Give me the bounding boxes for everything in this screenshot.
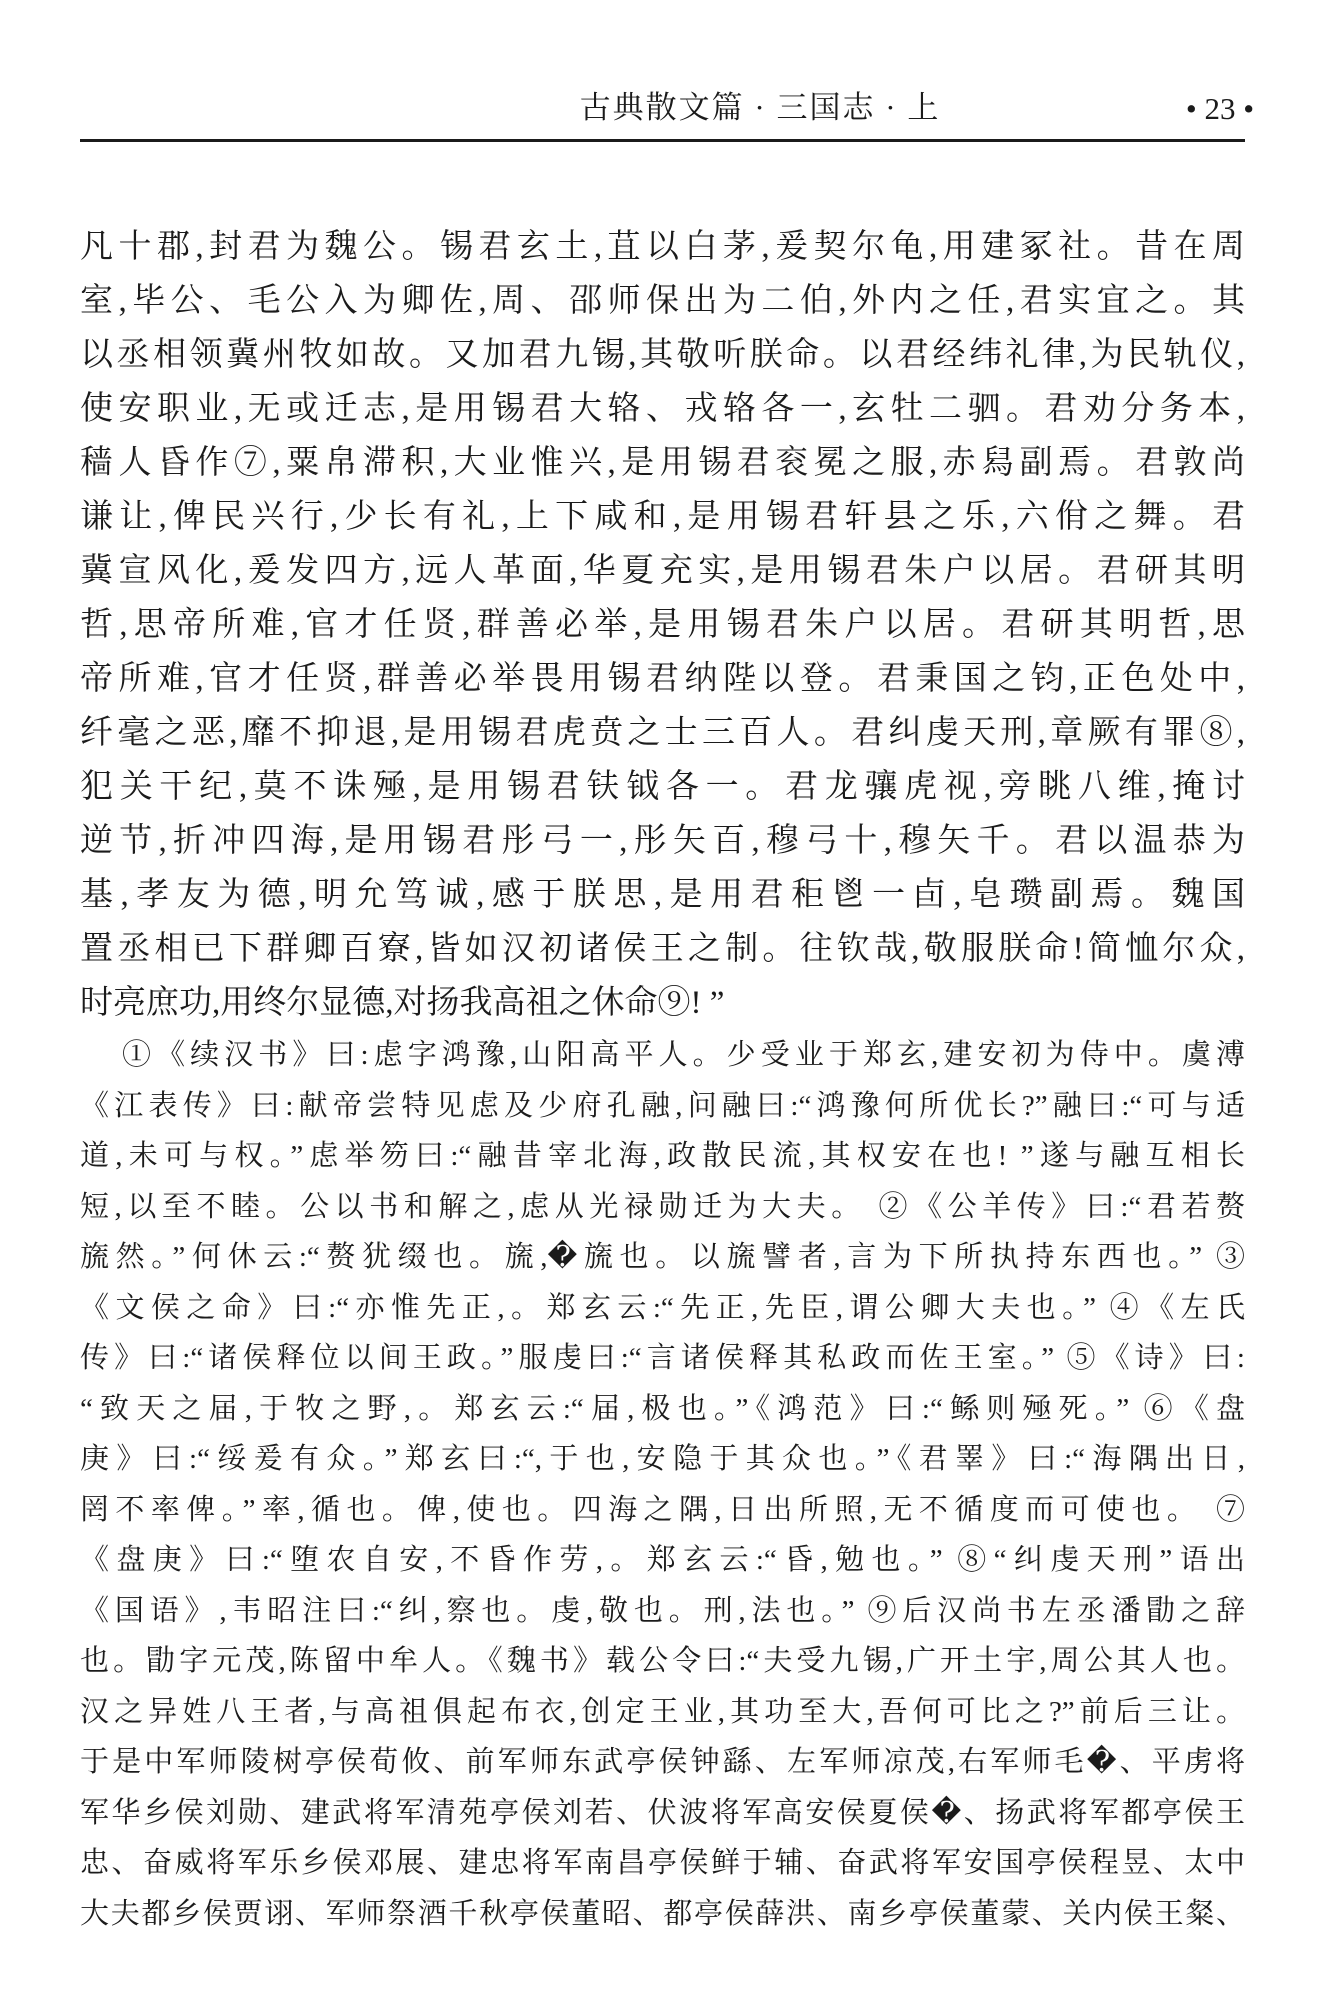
text-line: ①《续汉书》曰:虑字鸿豫,山阳高平人。少受业于郑玄,建安初为侍中。虞溥 [122,1039,1245,1071]
text-line: 《盘庚》曰:“堕农自安,不昏作劳,。郑玄云:“昏,勉也。” ⑧“纠虔天刑”语出 [80,1544,1245,1576]
main-text-block [80,220,1245,1030]
text-line: 穑人昏作⑦,粟帛滞积,大业惟兴,是用锡君衮冕之服,赤舄副焉。君敦尚 [80,445,1245,481]
page-header [80,0,1255,142]
text-line: 汉之异姓八王者,与高祖俱起布衣,创定王业,其功至大,吾何可比之?”前后三让。 [80,1695,1245,1728]
text-line: 冀宣风化,爰发四方,远人革面,华夏充实,是用锡君朱户以居。君研其明 [80,553,1245,589]
text-line: 帝所难,官才任贤,群善必举畏用锡君纳陛以登。君秉国之钧,正色处中, [80,661,1245,697]
text-line: 纤毫之恶,靡不抑退,是用锡君虎贲之士三百人。君纠虔天刑,章厥有罪⑧, [80,715,1245,751]
text-line: 道,未可与权。”虑举笏曰:“融昔宰北海,政散民流,其权安在也! ”遂与融互相长 [80,1140,1245,1172]
text-line: 大夫都乡侯贾诩、军师祭酒千秋亭侯董昭、都亭侯薛洪、南乡亭侯董蒙、关内侯王粲、 [80,1897,1245,1930]
annotation-block [80,1030,1245,1939]
text-line: 基,孝友为德,明允笃诚,感于朕思,是用君秬鬯一卣,皂瓒副焉。魏国 [80,877,1245,913]
text-line: 庚》曰:“绥爰有众。”郑玄曰:“,于也,安隐于其众也。”《君睪》曰:“海隅出日, [80,1443,1245,1475]
text-line: 旒然。”何休云:“赘犹缀也。旒,�旒也。以旒譬者,言为下所执持东西也。” ③ [80,1241,1245,1273]
text-line: 时亮庶功,用终尔显德,对扬我高祖之休命⑨! ” [80,985,725,1021]
text-line: 以丞相领冀州牧如故。又加君九锡,其敬听朕命。以君经纬礼律,为民轨仪, [80,337,1245,373]
text-line: 凡十郡,封君为魏公。锡君玄土,苴以白茅,爰契尔龟,用建冢社。昔在周 [80,229,1245,265]
text-line: 短,以至不睦。公以书和解之,虑从光禄勋迁为大夫。 ②《公羊传》曰:“君若赘 [80,1190,1245,1223]
text-line: 《文侯之命》曰:“亦惟先正,。郑玄云:“先正,先臣,谓公卿大夫也。” ④《左氏 [80,1291,1245,1324]
text-line: 逆节,折冲四海,是用锡君彤弓一,彤矢百,穆弓十,穆矢千。君以温恭为 [80,823,1245,859]
text-line: 置丞相已下群卿百寮,皆如汉初诸侯王之制。往钦哉,敬服朕命!简恤尔众, [80,931,1245,967]
page-number: • 23 • [1185,91,1255,126]
text-line: “致天之届,于牧之野,。郑玄云:“届,极也。”《鸿范》曰:“鲧则殛死。” ⑥《盘 [80,1392,1245,1425]
text-line: 传》曰:“诸侯释位以间王政。”服虔曰:“言诸侯释其私政而佐王室。” ⑤《诗》曰: [80,1342,1245,1374]
text-line: 犯关干纪,莫不诛殛,是用锡君𫓧钺各一。君龙骧虎视,旁眺八维,掩讨 [80,769,1245,805]
text-line: 忠、奋威将军乐乡侯邓展、建忠将军南昌亭侯鲜于辅、奋武将军安国亭侯程昱、太中 [80,1847,1245,1879]
text-line: 室,毕公、毛公入为卿佐,周、邵师保出为二伯,外内之任,君实宜之。其 [80,283,1245,319]
text-line: 于是中军师陵树亭侯荀攸、前军师东武亭侯钟繇、左军师凉茂,右军师毛�、平虏将 [80,1746,1245,1778]
text-line: 《江表传》曰:献帝尝特见虑及少府孔融,问融曰:“鸿豫何所优长?”融曰:“可与适 [80,1089,1245,1122]
text-line: 使安职业,无或迁志,是用锡君大辂、戎辂各一,玄牡二驷。君劝分务本, [80,391,1245,427]
text-line: 罔不率俾。”率,循也。俾,使也。四海之隅,日出所照,无不循度而可使也。 ⑦ [80,1493,1245,1526]
running-title: 古典散文篇 · 三国志 · 上 [579,90,941,125]
text-line: 谦让,俾民兴行,少长有礼,上下咸和,是用锡君轩县之乐,六佾之舞。君 [80,499,1245,535]
text-line: 哲,思帝所难,官才任贤,群善必举,是用锡君朱户以居。君研其明哲,思 [80,607,1245,643]
text-line: 军华乡侯刘勋、建武将军清苑亭侯刘若、伏波将军高安侯夏侯�、扬武将军都亭侯王 [80,1796,1245,1829]
text-line: 《国语》,韦昭注曰:“纠,察也。虔,敬也。刑,法也。” ⑨后汉尚书左丞潘勖之辞 [80,1594,1245,1627]
text-line: 也。勖字元茂,陈留中牟人。《魏书》载公令曰:“夫受九锡,广开土宇,周公其人也。 [80,1645,1245,1677]
